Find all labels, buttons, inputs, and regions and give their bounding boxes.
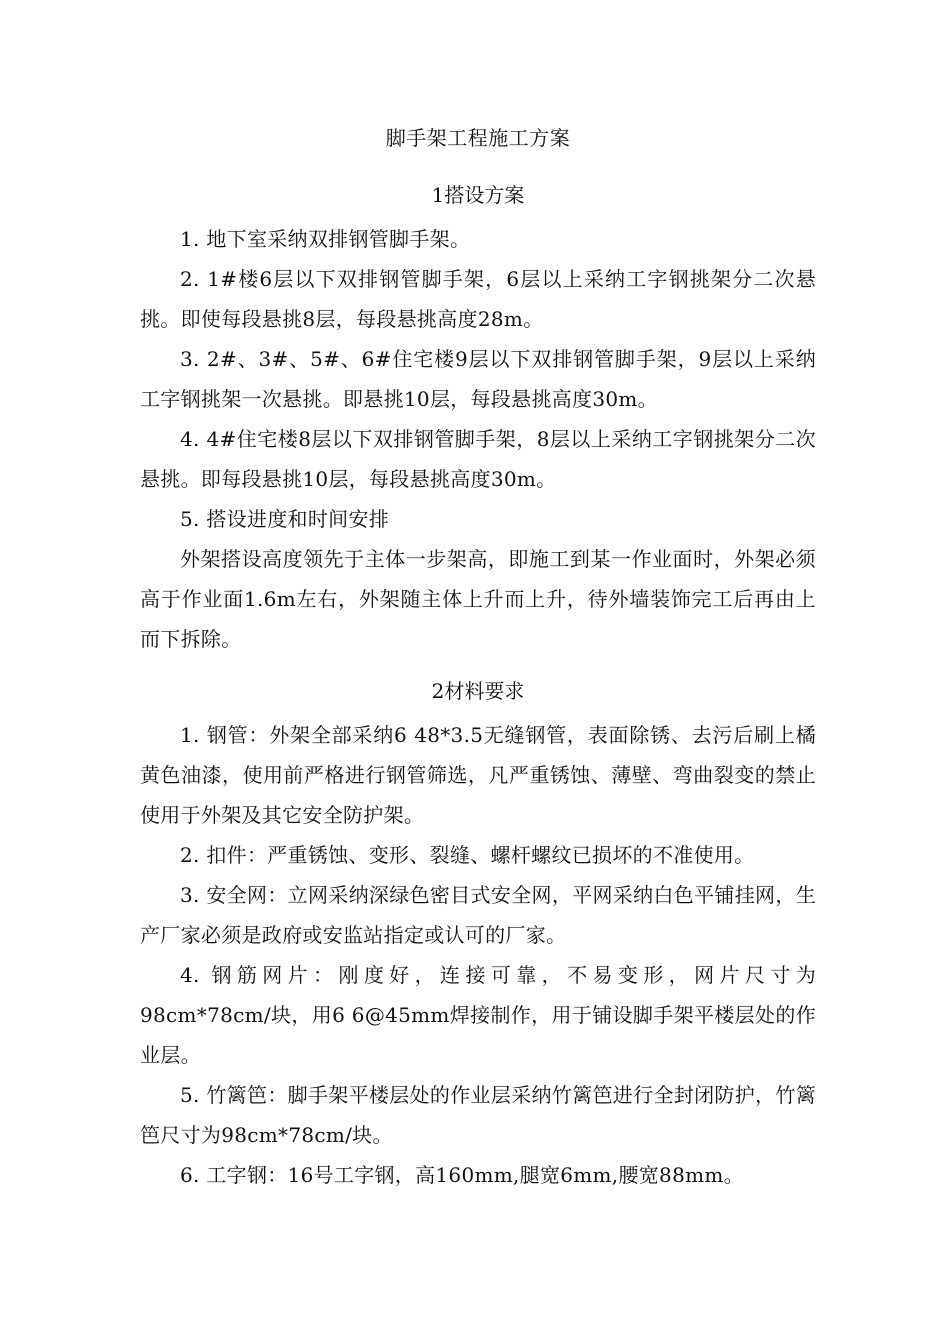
section-heading: 2材料要求 (431, 679, 525, 703)
paragraph: 1. 钢管：外架全部采纳6 48*3.5无缝钢管，表面除锈、去污后刷上橘黄色油漆，使用前严格进行钢管筛选，凡严重锈蚀、薄壁、弯曲裂变的禁止使用于外架及其它安全防护架。 (140, 723, 816, 827)
paragraph: 外架搭设高度领先于主体一步架高，即施工到某一作业面时，外架必须高于作业面1.6m左右，外架随主体上升而上升，待外墙装饰完工后再由上而下拆除。 (140, 547, 816, 651)
paragraph: 6. 工字钢：16号工字钢，高160mm,腿宽6mm,腰宽88mm。 (180, 1163, 744, 1187)
paragraph: 1. 地下室采纳双排钢管脚手架。 (180, 227, 471, 251)
paragraph: 2. 1#楼6层以下双排钢管脚手架，6层以上采纳工字钢挑架分二次悬挑。即使每段悬挑8层，每段悬挑高度28m。 (140, 267, 816, 331)
section-material-requirements (140, 671, 816, 1195)
paragraph: 5. 搭设进度和时间安排 (180, 507, 390, 531)
document-body (140, 118, 816, 1195)
paragraph: 5. 竹篱笆：脚手架平楼层处的作业层采纳竹篱笆进行全封闭防护，竹篱笆尺寸为98cm*78cm/块。 (140, 1083, 816, 1147)
paragraph: 3. 2#、3#、5#、6#住宅楼9层以下双排钢管脚手架，9层以上采纳工字钢挑架一次悬挑。即悬挑10层，每段悬挑高度30m。 (140, 347, 816, 411)
paragraph: 2. 扣件：严重锈蚀、变形、裂缝、螺杆螺纹已损坏的不准使用。 (180, 843, 755, 867)
section-heading: 1搭设方案 (431, 183, 525, 207)
paragraph: 3. 安全网：立网采纳深绿色密目式安全网，平网采纳白色平铺挂网，生产厂家必须是政府或安监站指定或认可的厂家。 (140, 883, 816, 947)
section-setup-plan (140, 175, 816, 659)
paragraph: 4. 钢筋网片：刚度好，连接可靠，不易变形，网片尺寸为98cm*78cm/块，用6 6@45mm焊接制作，用于铺设脚手架平楼层处的作业层。 (140, 963, 816, 1067)
paragraph: 4. 4#住宅楼8层以下双排钢管脚手架，8层以上采纳工字钢挑架分二次悬挑。即每段悬挑10层，每段悬挑高度30m。 (140, 427, 816, 491)
document-title: 脚手架工程施工方案 (385, 126, 571, 150)
